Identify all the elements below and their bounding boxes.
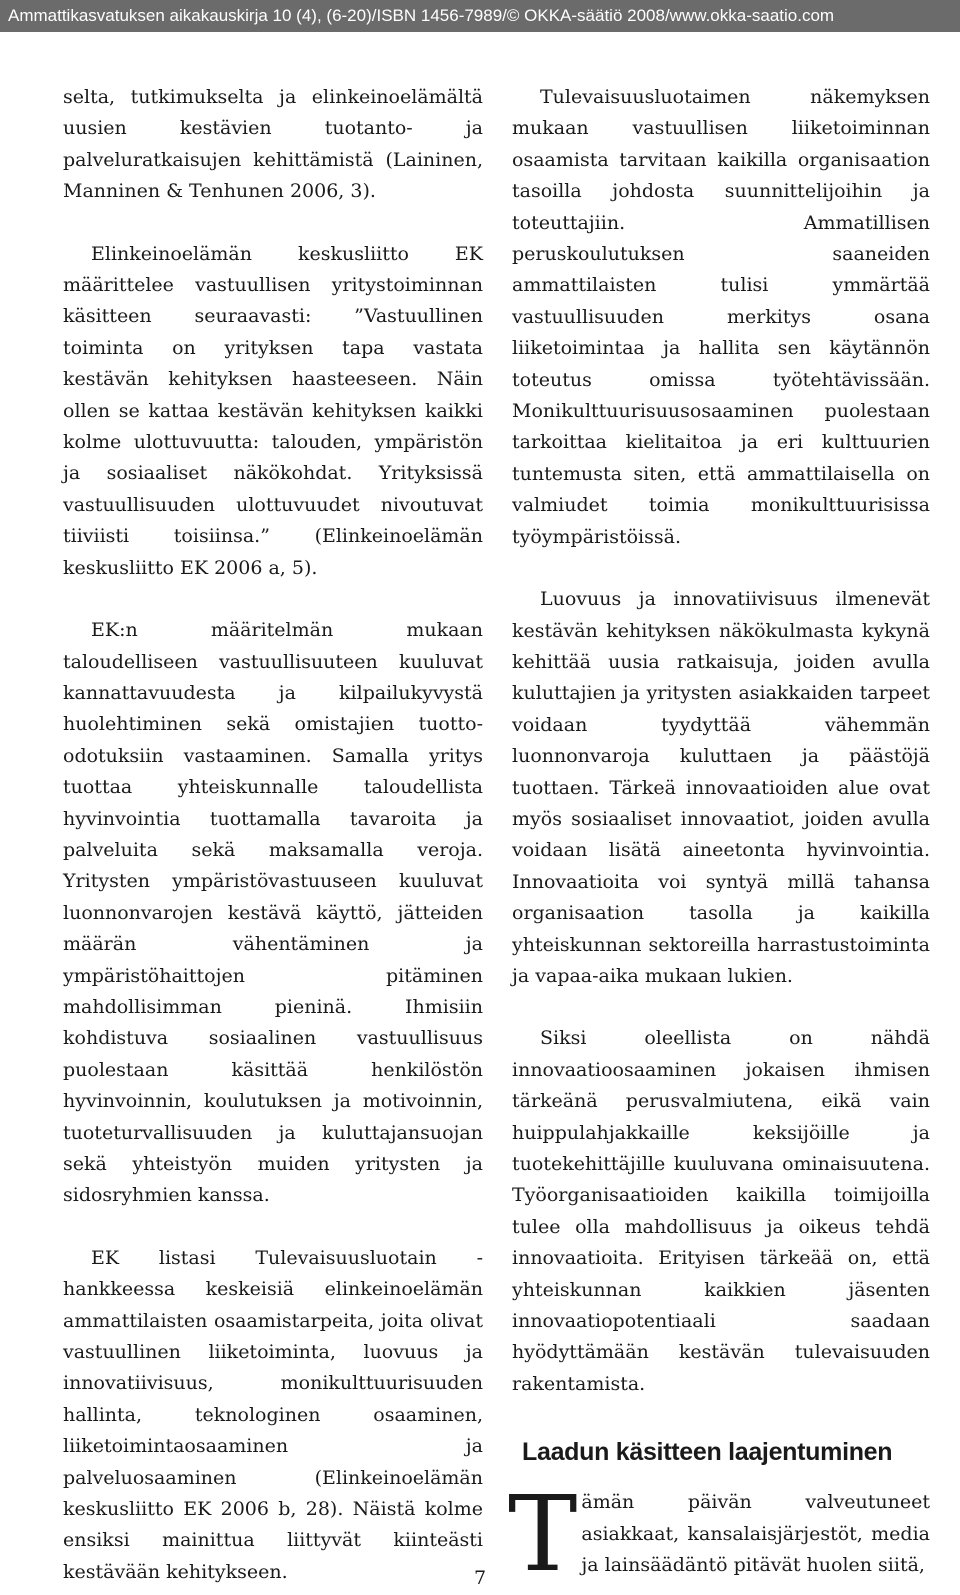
left-column — [63, 82, 483, 1588]
right-column — [508, 82, 930, 1595]
citation-text: Ammattikasvatuksen aikakauskirja 10 (4), (6-20)/ISBN 1456-7989/© OKKA-säätiö 2008/www.okka-saatio.com — [8, 6, 835, 25]
paragraph: EK:n määritelmän mukaan taloudelliseen vastuullisuuteen kuuluvat kannattavuudesta ja kilpailukyvystä huolehtiminen sekä omistajien tuotto-odotuksiin vastaaminen. Samalla yritys tuottaa yhteiskunnalle taloudellista hyvinvointia tuottamalla tavaroita ja palveluita sekä maksamalla veroja. Yritysten ympäristövastuuseen kuuluvat luonnonvarojen kestävä käyttö, jätteiden määrän vähentäminen ja ympäristöhaittojen pitäminen mahdollisimman pieninä. Ihmisiin kohdistuva sosiaalinen vastuullisuus puolestaan käsittää henkilöstön hyvinvoinnin, koulutuksen ja motivoinnin, tuoteturvallisuuden ja kuluttajansuojan sekä yhteistyön muiden yritysten ja sidosryhmien kanssa. — [63, 619, 483, 1207]
paragraph: Siksi oleellista on nähdä innovaatioosaaminen jokaisen ihmisen tärkeänä perusvalmiutena, eikä vain huippulahjakkaille keksijöille ja tuotekehittäjille kuuluvana ominaisuutena. Työorganisaatioiden kaikilla toimijoilla tulee olla mahdollisuus ja oikeus tehdä innovaatioita. Erityisen tärkeää on, että yhteiskunnan kaikkien jäsenten innovaatiopotentiaali saadaan hyödyttämään kestävän tulevaisuuden rakentamista. — [512, 1027, 930, 1395]
journal-citation-header — [0, 0, 960, 32]
section-heading: Laadun käsitteen laajentuminen — [522, 1438, 893, 1467]
paragraph: Elinkeinoelämän keskusliitto EK määrittelee vastuullisen yritystoiminnan käsitteen seuraavasti: ”Vastuullinen toiminta on yrityksen tapa vastata kestävän kehityksen haasteeseen. Näin ollen se kattaa kestävän kehityksen kaikki kolme ulottuvuutta: talouden, ympäristön ja sosiaaliset näkökohdat. Yrityksissä vastuullisuuden ulottuvuudet nivoutuvat tiiviisti toisiinsa.” (Elinkeinoelämän keskusliitto EK 2006 a, 5). — [63, 242, 483, 579]
drop-cap: T — [508, 1473, 578, 1595]
paragraph: Luovuus ja innovatiivisuus ilmenevät kestävän kehityksen näkökulmasta kykynä kehittää uusia ratkaisuja, joiden avulla kuluttajien ja yritysten asiakkaiden tarpeet voidaan tyydyttää vähemmän luonnonvaroja kuluttaen ja päästöjä tuottaen. Tärkeä innovaatioiden alue ovat myös sosiaaliset innovaatiot, joiden avulla voidaan lisätä aineetonta hyvinvointia. Innovaatioita voi syntyä millä tahansa organisaation tasolla ja kaikilla yhteiskunnan sektoreilla harrastustoiminta ja vapaa-aika mukaan lukien. — [512, 588, 930, 987]
page-number: 7 — [473, 1567, 487, 1589]
paragraph: Tulevaisuusluotaimen näkemyksen mukaan vastuullisen liiketoiminnan osaamista tarvitaan kaikilla organisaation tasoilla johdosta suunnittelijoihin ja toteuttajiin. Ammatillisen peruskoulutuksen saaneiden ammattilaisten tulisi ymmärtää vastuullisuuden merkitys osana liiketoimintaa ja hallita sen käytännön toteutus omissa työtehtävissään. Monikulttuurisuusosaaminen puolestaan tarkoittaa kielitaitoa ja eri kulttuurien tuntemusta siten, että ammattilaisella on valmiudet toimia monikulttuurisissa työympäristöissä. — [512, 86, 930, 548]
paragraph: selta, tutkimukselta ja elinkeinoelämältä uusien kestävien tuotanto- ja palveluratkaisujen kehittämistä (Laininen, Manninen & Tenhunen 2006, 3). — [63, 86, 483, 203]
paragraph: EK listasi Tulevaisuusluotain -hankkeessa keskeisiä elinkeinoelämän ammattilaisten osaamistarpeita, joita olivat vastuullinen liiketoiminta, luovuus ja innovatiivisuus, monikulttuurisuuden hallinta, teknologinen osaaminen, liiketoimintaosaaminen ja palveluosaaminen (Elinkeinoelämän keskusliitto EK 2006 b, 28). Näistä kolme ensiksi mainittua liittyvät kiinteästi kestävään kehitykseen. — [63, 1246, 483, 1583]
paragraph-text: ämän päivän valveutuneet asiakkaat, kansalaisjärjestöt, media ja lainsäädäntö pitävät huolen siitä, — [581, 1491, 930, 1577]
